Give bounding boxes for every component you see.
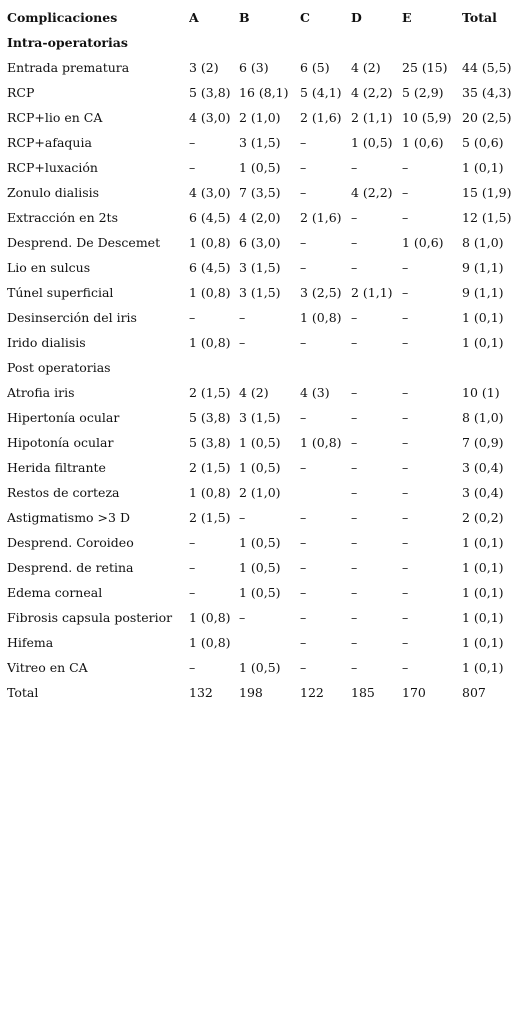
row-label-cell: Hifema — [7, 635, 54, 650]
value-cell: – — [300, 585, 307, 600]
table-row — [7, 105, 522, 130]
value-cell: 1 (0,8) — [189, 335, 231, 350]
value-cell: – — [189, 560, 196, 575]
value-cell: 4 (3) — [300, 385, 330, 400]
value-cell: 185 — [351, 685, 375, 700]
value-cell: 3 (0,4) — [462, 460, 504, 475]
value-cell: – — [402, 485, 409, 500]
section-row — [7, 30, 522, 55]
value-cell: 1 (0,8) — [189, 610, 231, 625]
value-cell: 2 (1,0) — [239, 485, 281, 500]
value-cell: – — [351, 385, 358, 400]
section-label: Post operatorias — [7, 360, 111, 375]
value-cell: 1 (0,6) — [402, 135, 444, 150]
value-cell: – — [189, 160, 196, 175]
row-label-cell: Hipertonía ocular — [7, 410, 120, 425]
value-cell: – — [402, 660, 409, 675]
value-cell: 1 (0,1) — [462, 535, 504, 550]
value-cell: – — [402, 260, 409, 275]
value-cell: 1 (0,5) — [351, 135, 393, 150]
table-row — [7, 155, 522, 180]
table-row — [7, 405, 522, 430]
value-cell: – — [402, 335, 409, 350]
value-cell: 4 (3,0) — [189, 185, 231, 200]
value-cell: 8 (1,0) — [462, 410, 504, 425]
row-label-cell: Zonulo dialisis — [7, 185, 100, 200]
header-cell: Total — [462, 10, 497, 25]
value-cell: – — [402, 585, 409, 600]
value-cell: 3 (0,4) — [462, 485, 504, 500]
value-cell — [239, 630, 300, 655]
table-row — [7, 430, 522, 455]
value-cell: – — [351, 435, 358, 450]
value-cell: – — [189, 660, 196, 675]
row-label-cell: Herida filtrante — [7, 460, 106, 475]
value-cell: 3 (1,5) — [239, 285, 281, 300]
row-label-cell: RCP+luxación — [7, 160, 98, 175]
value-cell: 1 (0,1) — [462, 660, 504, 675]
row-label-cell: Restos de corteza — [7, 485, 120, 500]
value-cell: 6 (4,5) — [189, 260, 231, 275]
value-cell: – — [351, 160, 358, 175]
row-label-cell: Astigmatismo >3 D — [7, 510, 130, 525]
value-cell: 44 (5,5) — [462, 60, 512, 75]
value-cell: 1 (0,5) — [239, 560, 281, 575]
value-cell: 1 (0,8) — [300, 310, 342, 325]
row-label-cell: RCP — [7, 85, 35, 100]
value-cell: 5 (0,6) — [462, 135, 504, 150]
value-cell: – — [300, 560, 307, 575]
header-cell: Complicaciones — [7, 10, 118, 25]
header-cell: D — [351, 10, 362, 25]
value-cell: 5 (3,8) — [189, 410, 231, 425]
value-cell: 1 (0,6) — [402, 235, 444, 250]
value-cell: 1 (0,5) — [239, 460, 281, 475]
table-row — [7, 380, 522, 405]
header-cell: A — [189, 10, 199, 25]
value-cell: – — [351, 210, 358, 225]
value-cell: – — [402, 435, 409, 450]
header-cell: E — [402, 10, 412, 25]
value-cell: – — [402, 560, 409, 575]
table-header-row — [7, 5, 522, 30]
value-cell: 1 (0,8) — [189, 635, 231, 650]
value-cell: 1 (0,1) — [462, 635, 504, 650]
value-cell: – — [402, 460, 409, 475]
value-cell: – — [402, 510, 409, 525]
value-cell: 3 (2) — [189, 60, 219, 75]
value-cell: – — [300, 460, 307, 475]
value-cell: 1 (0,1) — [462, 335, 504, 350]
value-cell: – — [402, 185, 409, 200]
row-label-cell: Irido dialisis — [7, 335, 86, 350]
value-cell: – — [402, 610, 409, 625]
table-row — [7, 605, 522, 630]
value-cell: 7 (0,9) — [462, 435, 504, 450]
row-label-cell: Desinserción del iris — [7, 310, 137, 325]
value-cell: – — [300, 235, 307, 250]
value-cell: – — [351, 235, 358, 250]
value-cell: 1 (0,5) — [239, 160, 281, 175]
row-label-cell: Total — [7, 685, 39, 700]
value-cell: – — [239, 610, 246, 625]
table-body — [7, 30, 522, 705]
value-cell: – — [300, 185, 307, 200]
value-cell: 1 (0,5) — [239, 535, 281, 550]
value-cell: – — [239, 510, 246, 525]
value-cell: – — [351, 560, 358, 575]
value-cell: 1 (0,8) — [189, 485, 231, 500]
value-cell: 5 (4,1) — [300, 85, 342, 100]
value-cell: 1 (0,1) — [462, 585, 504, 600]
value-cell: – — [402, 385, 409, 400]
value-cell: 1 (0,1) — [462, 610, 504, 625]
value-cell: 198 — [239, 685, 263, 700]
row-label-cell: Desprend. Coroideo — [7, 535, 134, 550]
value-cell: – — [189, 310, 196, 325]
value-cell: – — [351, 535, 358, 550]
row-label-cell: Hipotonía ocular — [7, 435, 114, 450]
value-cell: 4 (2) — [351, 60, 381, 75]
section-row — [7, 355, 522, 380]
row-label-cell: Túnel superficial — [7, 285, 114, 300]
value-cell: – — [402, 285, 409, 300]
value-cell: 10 (5,9) — [402, 110, 452, 125]
value-cell: – — [239, 310, 246, 325]
value-cell: – — [402, 310, 409, 325]
row-label-cell: Entrada prematura — [7, 60, 130, 75]
value-cell: 5 (2,9) — [402, 85, 444, 100]
table-row — [7, 555, 522, 580]
value-cell: – — [351, 485, 358, 500]
table-row — [7, 130, 522, 155]
value-cell: 8 (1,0) — [462, 235, 504, 250]
value-cell: 35 (4,3) — [462, 85, 512, 100]
value-cell: 25 (15) — [402, 60, 448, 75]
complications-table — [7, 5, 522, 705]
row-label-cell: Desprend. De Descemet — [7, 235, 161, 250]
table-row — [7, 255, 522, 280]
value-cell: 2 (1,6) — [300, 110, 342, 125]
value-cell: 6 (5) — [300, 60, 330, 75]
value-cell: 6 (3) — [239, 60, 269, 75]
value-cell: – — [351, 585, 358, 600]
value-cell: 3 (1,5) — [239, 135, 281, 150]
value-cell: – — [402, 210, 409, 225]
value-cell: 807 — [462, 685, 486, 700]
value-cell: 2 (1,6) — [300, 210, 342, 225]
value-cell: – — [402, 410, 409, 425]
value-cell: 1 (0,5) — [239, 435, 281, 450]
table-row — [7, 180, 522, 205]
value-cell: 1 (0,8) — [189, 285, 231, 300]
value-cell: 3 (1,5) — [239, 260, 281, 275]
value-cell: 1 (0,5) — [239, 585, 281, 600]
value-cell: 6 (3,0) — [239, 235, 281, 250]
table-row — [7, 455, 522, 480]
value-cell: – — [351, 660, 358, 675]
value-cell — [300, 480, 351, 505]
value-cell: – — [351, 460, 358, 475]
table-row — [7, 630, 522, 655]
value-cell: – — [300, 410, 307, 425]
value-cell: 2 (0,2) — [462, 510, 504, 525]
value-cell: 4 (3,0) — [189, 110, 231, 125]
value-cell: – — [351, 510, 358, 525]
value-cell: 12 (1,5) — [462, 210, 512, 225]
value-cell: 3 (1,5) — [239, 410, 281, 425]
table-row — [7, 330, 522, 355]
value-cell: 1 (0,8) — [300, 435, 342, 450]
value-cell: – — [351, 410, 358, 425]
value-cell: 2 (1,5) — [189, 460, 231, 475]
table-row — [7, 230, 522, 255]
value-cell: – — [300, 635, 307, 650]
value-cell: – — [351, 610, 358, 625]
value-cell: 2 (1,5) — [189, 385, 231, 400]
table-row — [7, 80, 522, 105]
value-cell: – — [300, 135, 307, 150]
value-cell: 1 (0,1) — [462, 310, 504, 325]
value-cell: – — [351, 310, 358, 325]
value-cell: – — [402, 635, 409, 650]
row-label-cell: Desprend. de retina — [7, 560, 134, 575]
value-cell: – — [189, 535, 196, 550]
header-cell: C — [300, 10, 310, 25]
value-cell: 4 (2) — [239, 385, 269, 400]
value-cell: 1 (0,5) — [239, 660, 281, 675]
value-cell: 2 (1,1) — [351, 285, 393, 300]
value-cell: – — [300, 660, 307, 675]
value-cell: 2 (1,1) — [351, 110, 393, 125]
value-cell: 122 — [300, 685, 324, 700]
row-label-cell: RCP+afaquia — [7, 135, 92, 150]
table-row — [7, 655, 522, 680]
row-label-cell: Lio en sulcus — [7, 260, 91, 275]
row-label-cell: Edema corneal — [7, 585, 103, 600]
value-cell: 5 (3,8) — [189, 435, 231, 450]
table-row — [7, 280, 522, 305]
value-cell: – — [300, 260, 307, 275]
value-cell: 2 (1,0) — [239, 110, 281, 125]
value-cell: 16 (8,1) — [239, 85, 289, 100]
value-cell: 1 (0,1) — [462, 160, 504, 175]
row-label-cell: Atrofia iris — [7, 385, 75, 400]
row-label-cell: Extracción en 2ts — [7, 210, 118, 225]
table-row — [7, 505, 522, 530]
row-label-cell: RCP+lio en CA — [7, 110, 103, 125]
value-cell: – — [300, 335, 307, 350]
table-row — [7, 530, 522, 555]
value-cell: 6 (4,5) — [189, 210, 231, 225]
value-cell: 2 (1,5) — [189, 510, 231, 525]
table-row — [7, 55, 522, 80]
value-cell: 132 — [189, 685, 213, 700]
value-cell: – — [351, 635, 358, 650]
value-cell: 5 (3,8) — [189, 85, 231, 100]
value-cell: 3 (2,5) — [300, 285, 342, 300]
value-cell: – — [300, 160, 307, 175]
value-cell: 4 (2,2) — [351, 85, 393, 100]
value-cell: – — [300, 510, 307, 525]
table-row — [7, 680, 522, 705]
value-cell: 170 — [402, 685, 426, 700]
value-cell: 1 (0,8) — [189, 235, 231, 250]
value-cell: – — [300, 610, 307, 625]
value-cell: – — [351, 260, 358, 275]
row-label-cell: Fibrosis capsula posterior — [7, 610, 173, 625]
value-cell: 4 (2,0) — [239, 210, 281, 225]
value-cell: – — [351, 335, 358, 350]
value-cell: 7 (3,5) — [239, 185, 281, 200]
complications-table-container — [7, 5, 522, 705]
value-cell: 1 (0,1) — [462, 560, 504, 575]
value-cell: 4 (2,2) — [351, 185, 393, 200]
value-cell: – — [239, 335, 246, 350]
row-label-cell: Vitreo en CA — [7, 660, 88, 675]
value-cell: 20 (2,5) — [462, 110, 512, 125]
value-cell: – — [300, 535, 307, 550]
value-cell: – — [402, 535, 409, 550]
table-row — [7, 205, 522, 230]
value-cell: 15 (1,9) — [462, 185, 512, 200]
value-cell: – — [402, 160, 409, 175]
table-row — [7, 305, 522, 330]
table-row — [7, 480, 522, 505]
header-cell: B — [239, 10, 250, 25]
section-label: Intra-operatorias — [7, 35, 128, 50]
value-cell: – — [189, 135, 196, 150]
value-cell: – — [189, 585, 196, 600]
table-row — [7, 580, 522, 605]
value-cell: 9 (1,1) — [462, 285, 504, 300]
value-cell: 9 (1,1) — [462, 260, 504, 275]
value-cell: 10 (1) — [462, 385, 500, 400]
